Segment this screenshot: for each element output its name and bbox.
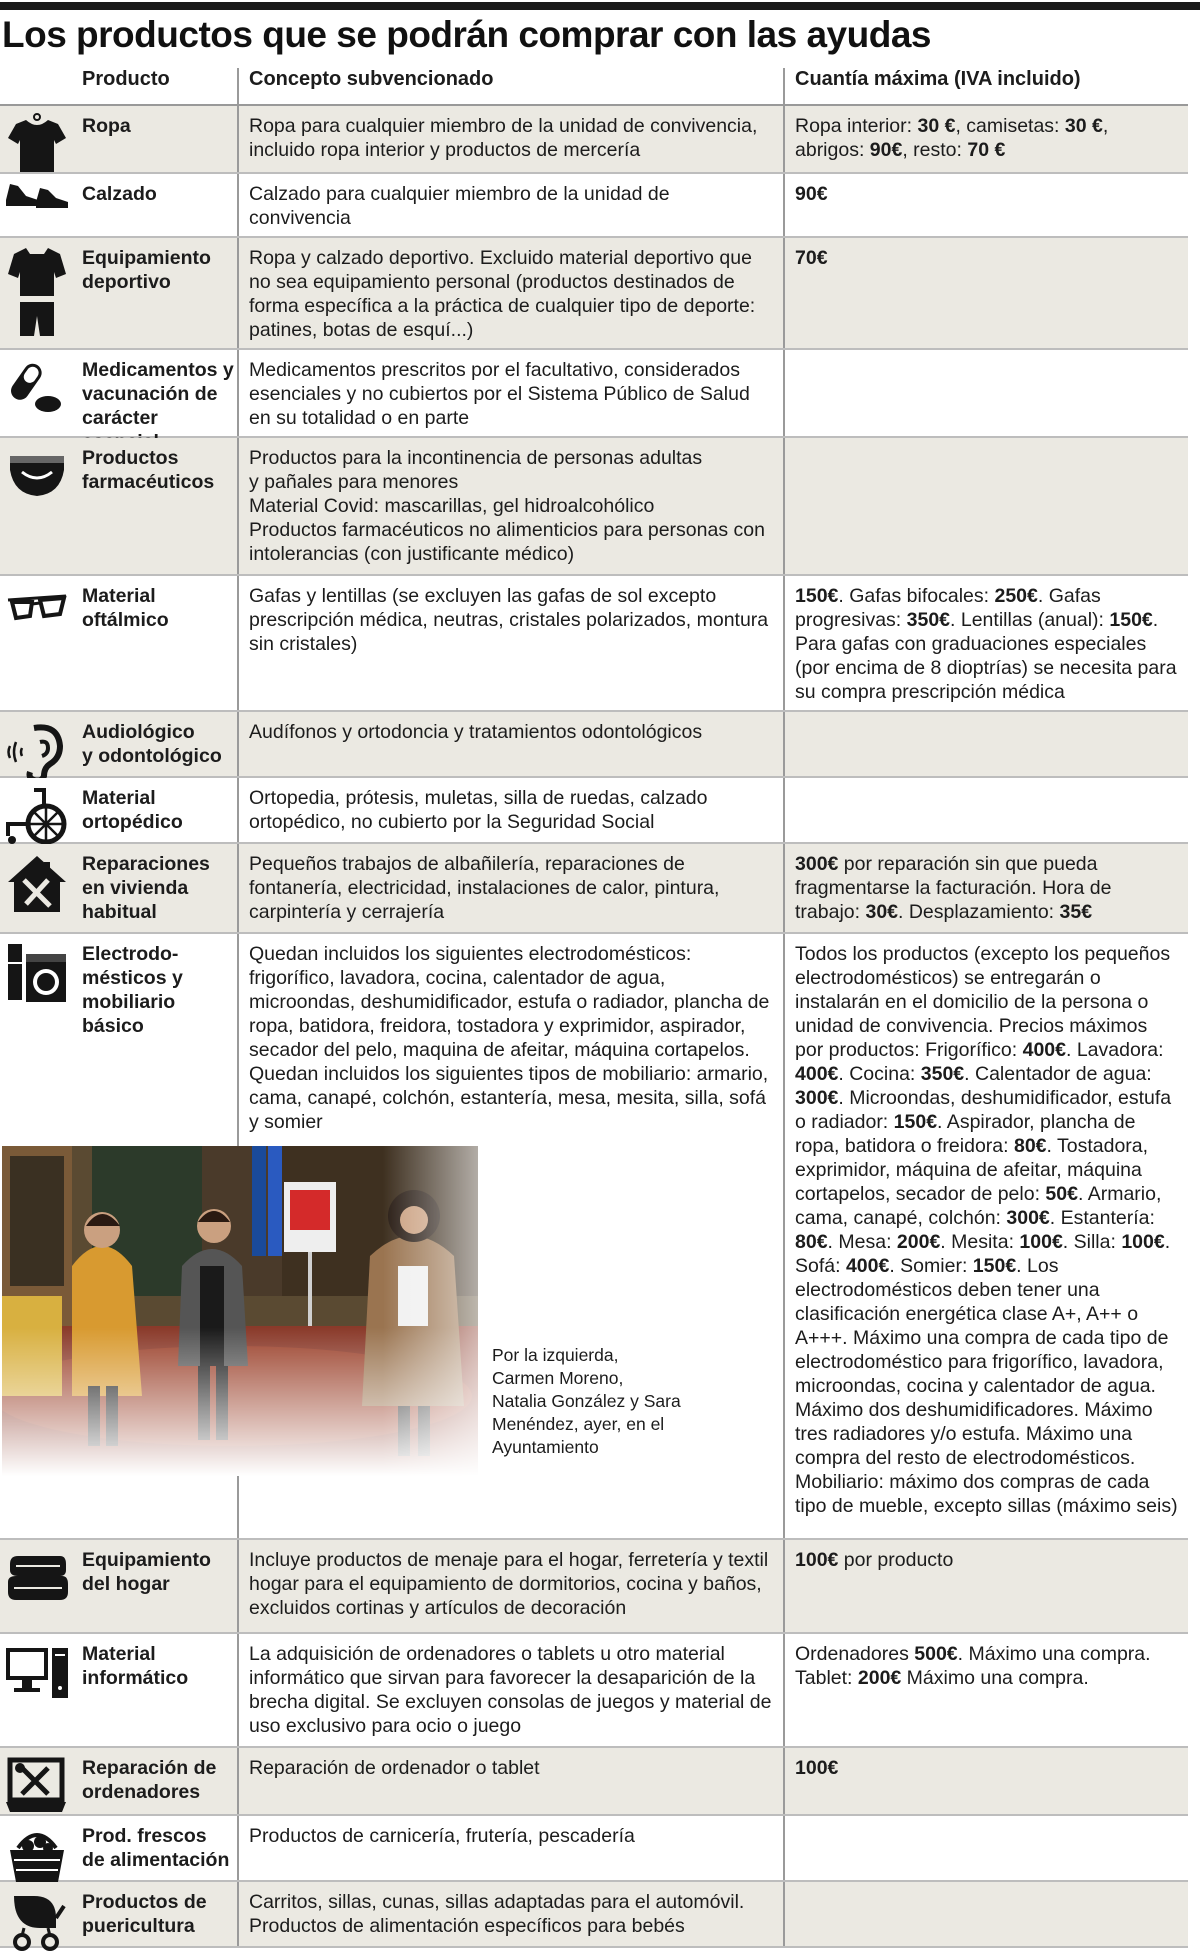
- concept-text: Medicamentos prescritos por el facultativo, considerados esenciales y no cubiertos por el Sistema Público de Salud en su totalidad o en parte: [249, 359, 750, 429]
- products-table: [0, 68, 1188, 1948]
- glasses-icon: [4, 582, 70, 648]
- product-name: Audiológico y odontológico: [82, 721, 222, 767]
- table-row: [0, 711, 1188, 777]
- concept-text: Incluye productos de menaje para el hogar, ferretería y textil hogar para el equipamiento de dormitorios, cocina y baños, excluidos cortinas y artículos de decoración: [249, 1549, 769, 1619]
- photo-caption: Por la izquierda, Carmen Moreno, Natalia González y Sara Menéndez, ayer, en el Ayuntamiento: [492, 1345, 681, 1457]
- product-name: Electrodo- mésticos y mobiliario básico: [82, 943, 183, 1037]
- sportswear-icon: [4, 244, 70, 344]
- concept-text: Ortopedia, prótesis, muletas, silla de ruedas, calzado ortopédico, no cubierto por la Seguridad Social: [249, 787, 708, 833]
- max-amount-text: 150€. Gafas bifocales: 250€. Gafas progresivas: 350€. Lentillas (anual): 150€. Para gafas con graduaciones especiales (por encima de 8 dioptrías) se necesita para su compra prescripción médica: [795, 585, 1177, 703]
- product-name: Ropa: [82, 115, 131, 137]
- ear-icon: [4, 718, 70, 784]
- page-title: Los productos que se podrán comprar con las ayudas: [2, 14, 931, 55]
- product-name: Prod. frescos de alimentación: [82, 1825, 230, 1871]
- table-row: [0, 173, 1188, 237]
- concept-text: Gafas y lentillas (se excluyen las gafas de sol excepto prescripción médica, neutras, cristales polarizados, montura sin cristales): [249, 585, 769, 655]
- table-row: [0, 349, 1188, 437]
- concept-text: Reparación de ordenador o tablet: [249, 1757, 540, 1779]
- max-amount-text: 100€ por producto: [795, 1549, 954, 1571]
- concept-text: Carritos, sillas, cunas, sillas adaptadas para el automóvil. Productos de alimentación específicos para bebés: [249, 1891, 745, 1937]
- linens-icon: [4, 1546, 70, 1612]
- concept-text: Ropa y calzado deportivo. Excluido material deportivo que no sea equipamiento personal (productos destinados de forma específica a la práctica de cualquier tipo de deporte: patines, botas de esquí...): [249, 247, 756, 341]
- product-name: Reparación de ordenadores: [82, 1757, 217, 1803]
- max-amount-text: [785, 778, 1188, 792]
- product-name: Equipamiento deportivo: [82, 247, 211, 293]
- product-name: Calzado: [82, 183, 157, 205]
- appliances-icon: [4, 940, 70, 1006]
- max-amount-text: 70€: [795, 247, 828, 269]
- table-row: [0, 1539, 1188, 1633]
- header-concept: Concepto subvencionado: [238, 68, 784, 105]
- max-amount-text: 300€ por reparación sin que pueda fragmentarse la facturación. Hora de trabajo: 30€. Desplazamiento: 35€: [795, 853, 1112, 923]
- table-row: [0, 1747, 1188, 1815]
- product-name: Productos farmacéuticos: [82, 447, 215, 493]
- max-amount-text: Ordenadores 500€. Máximo una compra. Tablet: 200€ Máximo una compra.: [795, 1643, 1151, 1689]
- concept-text: La adquisición de ordenadores o tablets u otro material informático que sirvan para favorecer la desaparición de la brecha digital. Se excluyen consolas de juegos y material de uso exclusivo para ocio o juego: [249, 1643, 772, 1737]
- photo-three-women-in-town-hall: [2, 1146, 478, 1476]
- table-row: [0, 437, 1188, 575]
- wheelchair-icon: [4, 784, 70, 850]
- max-amount-text: Ropa interior: 30 €, camisetas: 30 €, abrigos: 90€, resto: 70 €: [795, 115, 1109, 161]
- stroller-icon: [4, 1888, 70, 1954]
- product-name: Material ortopédico: [82, 787, 183, 833]
- pills-icon: [4, 356, 70, 422]
- max-amount-text: [785, 1882, 1188, 1896]
- concept-text: Pequeños trabajos de albañilería, reparaciones de fontanería, electricidad, instalaciones de calor, pintura, carpintería y cerrajería: [249, 853, 720, 923]
- laptop-repair-icon: [4, 1754, 70, 1820]
- product-name: Medicamentos y vacunación de carácter: [82, 359, 234, 429]
- product-name: Equipamiento del hogar: [82, 1549, 211, 1595]
- product-name: Productos de puericultura: [82, 1891, 207, 1937]
- concept-text: Productos de carnicería, frutería, pescadería: [249, 1825, 635, 1847]
- product-name: Material informático: [82, 1643, 189, 1689]
- header-product: Producto: [0, 68, 238, 105]
- concept-text: Audífonos y ortodoncia y tratamientos odontológicos: [249, 721, 703, 743]
- table-row: [0, 1633, 1188, 1747]
- concept-text: Productos para la incontinencia de personas adultas y pañales para menores Material Covid: mascarillas, gel hidroalcohólico Productos farmacéuticos no alimenticios para personas con intolerancias (con justificante médico): [249, 447, 765, 565]
- table-row: [0, 1881, 1188, 1947]
- table-row: [0, 777, 1188, 843]
- food-basket-icon: [4, 1822, 70, 1888]
- table-row: [0, 1815, 1188, 1881]
- max-amount-text: [785, 350, 1188, 364]
- product-name: Material oftálmico: [82, 585, 169, 631]
- concept-text: Quedan incluidos los siguientes electrodomésticos: frigorífico, lavadora, cocina, calentador de agua, microondas, deshumidificador, estufa o radiador, plancha de ropa, batidora, freidora, tostadora y exprimidor, aspirador, secador del pelo, maquina de afeitar, máquina cortapelos. Quedan incluidos los siguientes tipos de mobiliario: armario, cama, canapé, colchón, estantería, mesa, mesita, silla, sofá y somier: [249, 943, 770, 1133]
- max-amount-text: [785, 1816, 1188, 1830]
- table-header-row: [0, 68, 1188, 105]
- max-amount-text: Todos los productos (excepto los pequeños electrodomésticos) se entregarán o instalarán en el domicilio de la persona o unidad de convivencia. Precios máximos por productos: Frigorífico: 400€. Lavadora: 400€. Cocina: 350€. Calentador de agua: 300€. Microondas, deshumidificador, estufa o radiador: 150€. Aspirador, plancha de ropa, batidora o freidora: 80€. Tostadora, exprimidor, máquina de afeitar, máquina cortapelos, secador de pelo: 50€. Armario, cama, canapé, colchón: 300€. Estantería: 80€. Mesa: 200€. Mesita: 100€. Silla: 100€. Sofá: 400€. Somier: 150€. Los electrodomésticos deben tener una clasificación energética clase A+, A++ o A+++. Máximo una compra de cada tipo de electrodoméstico para frigorífico, lavadora, microondas, cocina y calentador de agua. Máximo dos deshumidificadores. Máximo tres radiadores y/o estufa. Máximo una compra del resto de electrodomésticos. Mobiliario: máximo dos compras de cada tipo de mueble, excepto sillas (máximo seis): [795, 943, 1178, 1517]
- table-row: [0, 237, 1188, 349]
- max-amount-text: [785, 438, 1188, 452]
- concept-text: Ropa para cualquier miembro de la unidad de convivencia, incluido ropa interior y productos de mercería: [249, 115, 758, 161]
- table-row: [0, 843, 1188, 933]
- shirt-icon: [4, 112, 70, 178]
- table-row: [0, 105, 1188, 173]
- house-tools-icon: [4, 850, 70, 916]
- shoes-icon: [4, 176, 70, 212]
- computer-icon: [4, 1640, 70, 1706]
- product-name: Reparaciones en vivienda habitual: [82, 853, 210, 923]
- max-amount-text: 90€: [795, 183, 828, 205]
- top-rule: [0, 2, 1200, 10]
- max-amount-text: [785, 712, 1188, 726]
- max-amount-text: 100€: [795, 1757, 839, 1779]
- concept-text: Calzado para cualquier miembro de la unidad de convivencia: [249, 183, 670, 229]
- table-row: [0, 575, 1188, 711]
- diaper-icon: [4, 444, 70, 510]
- header-max-amount: Cuantía máxima (IVA incluido): [784, 68, 1188, 105]
